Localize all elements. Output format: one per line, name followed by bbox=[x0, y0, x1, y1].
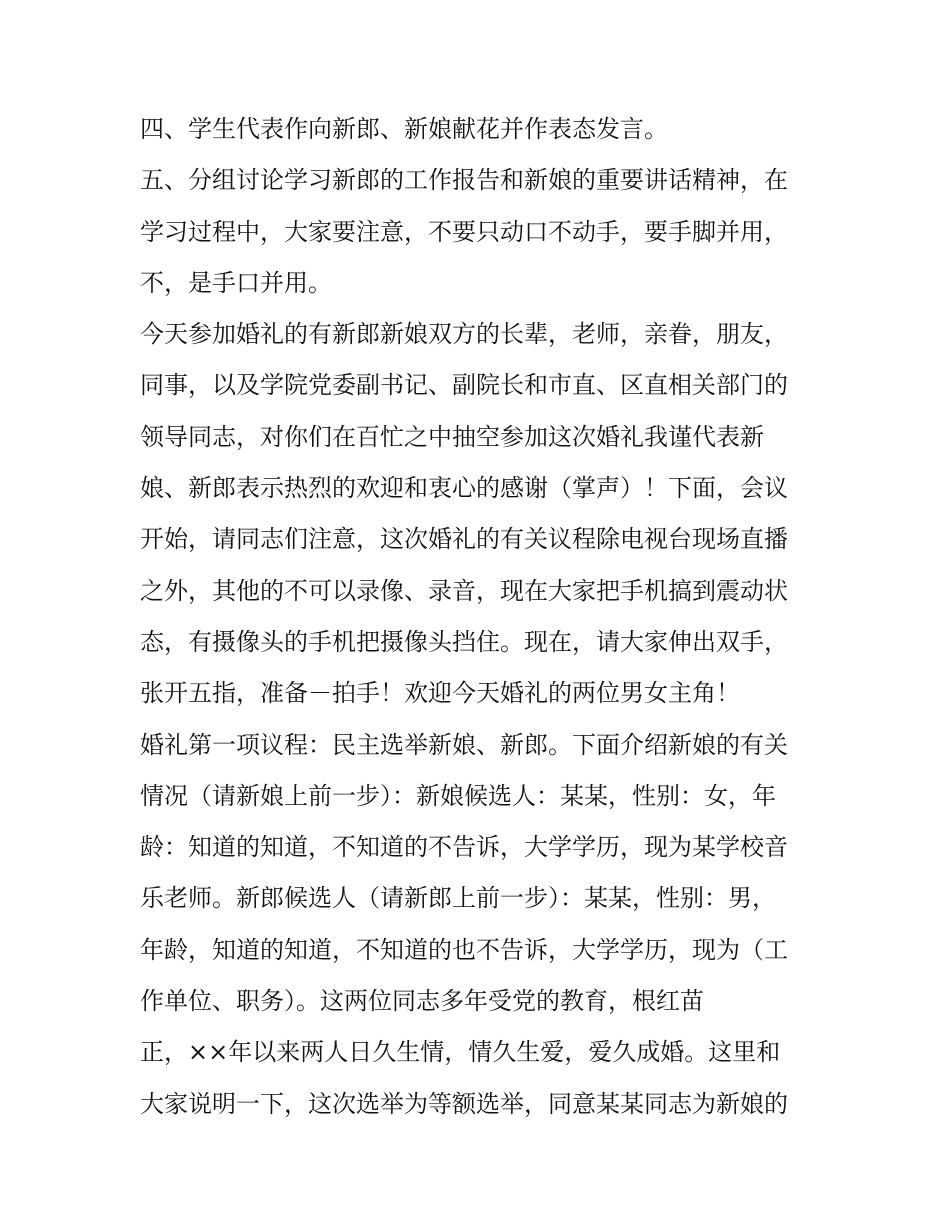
text-line: 情况（请新娘上前一步）：新娘候选人：某某，性别：女，年 bbox=[140, 781, 776, 810]
text-line: 开始，请同志们注意，这次婚礼的有关议程除电视台现场直播 bbox=[140, 525, 788, 554]
text-line: 学习过程中，大家要注意，不要只动口不动手，要手脚并用， bbox=[140, 217, 788, 246]
text-line: 今天参加婚礼的有新郎新娘双方的长辈，老师，亲眷，朋友， bbox=[140, 320, 788, 349]
text-line: 婚礼第一项议程：民主选举新娘、新郎。下面介绍新娘的有关 bbox=[140, 730, 788, 759]
text-line: 大家说明一下，这次选举为等额选举，同意某某同志为新娘的 bbox=[140, 1089, 788, 1118]
text-line: 作单位、职务）。这两位同志多年受党的教育，根红苗 bbox=[140, 987, 704, 1016]
text-line: 娘、新郎表示热烈的欢迎和衷心的感谢（掌声）！下面，会议 bbox=[140, 474, 788, 503]
text-line: 不，是手口并用。 bbox=[140, 268, 332, 297]
text-line: 乐老师。新郎候选人（请新郎上前一步）：某某，性别：男， bbox=[140, 884, 776, 913]
text-line: 正，××年以来两人日久生情，情久生爱，爱久成婚。这里和 bbox=[140, 1038, 781, 1067]
text-line: 态，有摄像头的手机把摄像头挡住。现在，请大家伸出双手， bbox=[140, 627, 788, 656]
text-line: 之外，其他的不可以录像、录音，现在大家把手机搞到震动状 bbox=[140, 576, 788, 605]
text-line: 年龄，知道的知道，不知道的也不告诉，大学学历，现为（工 bbox=[140, 935, 788, 964]
document-body bbox=[140, 109, 820, 1135]
text-line: 五、分组讨论学习新郎的工作报告和新娘的重要讲话精神，在 bbox=[140, 166, 788, 195]
text-line: 龄：知道的知道，不知道的不告诉，大学学历，现为某学校音 bbox=[140, 833, 788, 862]
text-line: 领导同志，对你们在百忙之中抽空参加这次婚礼我谨代表新 bbox=[140, 422, 764, 451]
text-line: 张开五指，准备－拍手！欢迎今天婚礼的两位男女主角！ bbox=[140, 679, 740, 708]
text-line: 同事，以及学院党委副书记、副院长和市直、区直相关部门的 bbox=[140, 371, 788, 400]
text-line: 四、学生代表作向新郎、新娘献花并作表态发言。 bbox=[140, 115, 668, 143]
